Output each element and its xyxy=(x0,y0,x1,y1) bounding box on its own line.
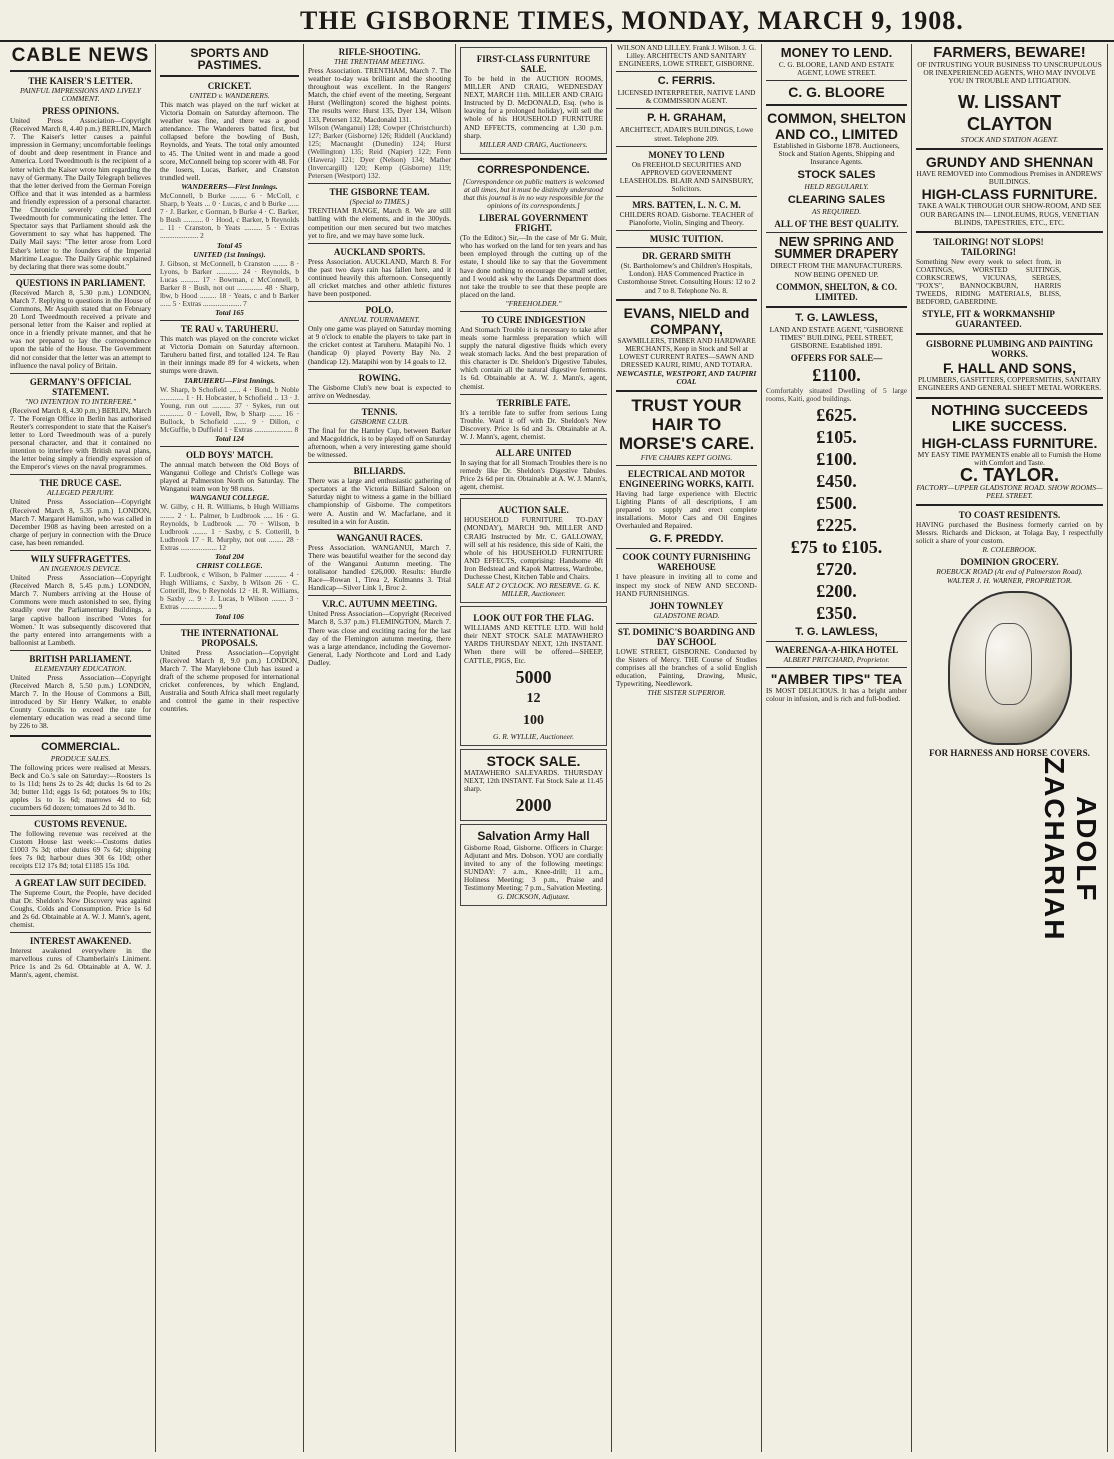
wanderers-total: Total 45 xyxy=(217,240,242,250)
lissant-clayton-heading: W. LISSANT CLAYTON xyxy=(958,92,1061,135)
christ-college-total: Total 106 xyxy=(215,611,244,621)
united-total: Total 165 xyxy=(215,308,244,318)
auckland-sports-body: Press Association. AUCKLAND, March 8. For the past two days rain has fallen here, and it continued heavily this afternoon. Consequently all cricket matches and other athletic fixtures have been postponed. xyxy=(308,256,451,299)
amber-tips-heading: "AMBER TIPS" TEA xyxy=(770,671,903,688)
column-correspondence xyxy=(456,44,612,1452)
sheep-count: 5000 xyxy=(515,666,552,687)
international-proposals-heading: THE INTERNATIONAL PROPOSALS. xyxy=(180,627,279,648)
flag-signature: G. R. WYLLIE, Auctioneer. xyxy=(493,731,574,741)
liberal-government-heading: LIBERAL GOVERNMENT FRIGHT. xyxy=(479,213,588,234)
indigestion-heading: TO CURE INDIGESTION xyxy=(481,314,586,325)
druce-case-body: United Press Association—Copyright (Received March 8, 5.35 p.m.) LONDON, March 7. Margaret Hamilton, who was called in December 1908 as having been arrested on a charge of perjury in connection with the Druce case, has been remanded. xyxy=(10,497,151,547)
trentham-meeting-sub: THE TRENTHAM MEETING. xyxy=(333,57,426,66)
parliament-questions-body: (Received March 8, 5.30 p.m.) LONDON, March 7. Replying to questions in the House of Commons, Mr Asquith stated that on February 20 Lord Tweedmouth received a private and personal letter from the Kaiser and replied at once in a friendly private manner, and that he was not prepared to lay the correspondence upon the table of the House. The Government did not consider that the letter was an attempt to influence the naval policy of Britain. xyxy=(10,287,151,370)
united-scores: J. Gibson, st McConnell, b Cranston ........ 8 · Lyons, b Barker ............ 24 · Reynolds, b Lucas .......... 17 · Bowman, c McConnell, b Barker 8 · Bush, not out .............. 48 · Sharp, lbw, b Hood ......... 18 · Yeats, c and b Barker ...... 5 · Extras ..................... 7 xyxy=(160,258,299,308)
indigestion-body: And Stomach Trouble it is necessary to take after meals some harmless preparation which will supply the natural digestive fluids which every weak stomach lacks. And the best preparation of this character is Dr. Sheldon's Digestive Tabules, which contain all the natural digestive ferments. 1s 6d. Obtainable at A. W. J. Mann's, agent, chemist. xyxy=(460,324,607,391)
grundy-shennan-body: HAVE REMOVED into Commodious Premises in ANDREWS' BUILDINGS. xyxy=(916,169,1103,187)
stock-sale-body: MATAWHERO SALEYARDS. THURSDAY NEXT, 12th INSTANT. Fat Stock Sale at 11.45 sharp. xyxy=(464,767,603,793)
money-to-lend-body: On FREEHOLD SECURITIES AND APPROVED GOVERNMENT LEASEHOLDS. BLAIR AND SAINSBURY, Solicitors. xyxy=(619,159,754,193)
wanderers-scores: McConnell, b Burke ......... 6 · McColl, c Sharp, b Yeats ... 0 · Lucas, c and b Burke ...... 7 · J. Barker, c Gorman, b Burke 4 · C. Barker, b Bush ........... 0 · Hood, c Barker, b Reynolds .. 11 · Cranston, b Yeats .......... 5 · Extras ..................... 2 xyxy=(160,190,299,241)
grundy-shennan-heading: GRUNDY AND SHENNAN xyxy=(925,154,1094,171)
evans-nield-heading: EVANS, NIELD and COMPANY, xyxy=(623,304,750,337)
price-2: £625. xyxy=(816,405,857,426)
farmers-beware-heading: FARMERS, BEWARE! xyxy=(933,44,1086,61)
correspondence-note: [Correspondence on public matters is welcomed at all times, but it must be distinctly understood that this journal is in no way responsible for the opinions of its correspondents.] xyxy=(462,176,605,211)
british-parliament-sub: ELEMENTARY EDUCATION. xyxy=(34,663,127,673)
polo-heading: POLO. xyxy=(365,305,394,316)
salvation-army-heading: Salvation Army Hall xyxy=(477,828,590,843)
taylor-body: FACTORY—UPPER GLADSTONE ROAD. SHOW ROOMS—PEEL STREET. xyxy=(916,482,1103,500)
mrs-batten-body: CHILDERS ROAD. Gisborne. TEACHER of Pianoforte, Violin, Singing and Theory. xyxy=(619,210,754,228)
vrc-meeting-body: United Press Association—Copyright (Received March 8, 5.37 p.m.) FLEMINGTON, March 7. There was close and exciting racing for the last day of the Flemington autumn meeting, there was a large attendance, including the Governor-General, Lady Northcote and Lord and Lady Dudley. xyxy=(308,609,451,667)
taruheru-scores: W. Sharp, b Schofield ...... 4 · Bond, b Noble ............. 1 · H. Hobcaster, b Schofield .. 13 · J. Young, run out .......... 37 · Sykes, run out ............. 0 · Lovell, lbw, b Sharp ....... 16 · Bullock, b Schofield ....... 9 · Dillon, c McGuffie, b Duffield 1 · Extras ..................... 8 xyxy=(160,384,299,434)
cable-news-heading: CABLE NEWS xyxy=(11,45,150,66)
produce-sales-sub: PRODUCE SALES. xyxy=(50,753,111,763)
customs-revenue-body: The following revenue was received at the Custom House last week:—Customs duties £1003 7s 3d; other duties 69 7s 6d; shipping fees 7s 0d; harbour dues 30l 6s 10d; other receipts £12 17s 8d; total £1185 15s 10d. xyxy=(10,829,151,871)
druce-case-sub: ALLEGED PERJURY. xyxy=(46,488,115,498)
rowing-heading: ROWING. xyxy=(358,372,401,383)
salvation-army-signature: G. DICKSON, Adjutant. xyxy=(497,892,570,902)
wanganui-college-heading: WANGANUI COLLEGE. xyxy=(189,493,270,503)
high-class-furniture-body: TAKE A WALK THROUGH OUR SHOW-ROOM, AND SEE OUR BARGAINS IN— LINOLEUMS, RUGS, VENETIAN BLINDS, TAPESTRIES, ETC., ETC. xyxy=(917,201,1102,227)
press-opinions-heading: PRESS OPINIONS. xyxy=(41,106,120,116)
old-boys-heading: OLD BOYS' MATCH. xyxy=(185,450,274,461)
flag-stock-sale-ad xyxy=(460,606,607,745)
customs-revenue-heading: CUSTOMS REVENUE. xyxy=(34,819,127,830)
druce-case-heading: THE DRUCE CASE. xyxy=(39,478,122,489)
all-united-body: In saying that for all Stomach Troubles there is no remedy like Dr. Sheldon's Digestive Tabules. Price 2s 6d per tin. Obtainable at A. W. J. Mann's, agent, chemist. xyxy=(460,458,607,492)
auction-sale-heading: AUCTION SALE. xyxy=(498,505,569,516)
furniture-sale-signature: MILLER AND CRAIG, Auctioneers. xyxy=(479,139,588,149)
waerenga-hotel-body: ALBERT PRITCHARD, Proprietor. xyxy=(783,655,890,665)
correspondence-heading: CORRESPONDENCE. xyxy=(477,163,590,176)
freeholder-signature: "FREEHOLDER." xyxy=(505,298,562,308)
flag-heading: LOOK OUT FOR THE FLAG. xyxy=(473,613,594,624)
christ-college-scores: F. Ludbrook, c Wilson, b Palmer ............ 4 · Hugh Williams, c Saxby, b Wilson 26 · C. Cotterill, lbw, b Reynolds 12 · H. R. Williams, b Saxby ... 9 · J. Lucas, b Wilson ........ 3 · Extras .................... 9 xyxy=(160,570,299,612)
germany-statement-sub: "NO INTENTION TO INTERFERE." xyxy=(24,396,137,406)
auction-sale-signature: SALE AT 2 O'CLOCK. NO RESERVE. G. K. MILLER, Auctioneer. xyxy=(466,581,601,599)
money-lend-heading: MONEY TO LEND. xyxy=(780,45,893,60)
pig-count: 100 xyxy=(523,712,544,728)
lawless-signature: T. G. LAWLESS, xyxy=(795,626,878,639)
saddle-illustration xyxy=(948,591,1072,745)
morse-body: FIVE CHAIRS KEPT GOING. xyxy=(640,452,733,462)
kaiser-letter-sub: PAINFUL IMPRESSIONS AND LIVELY COMMENT. xyxy=(20,86,141,103)
drapery-body: DIRECT FROM THE MANUFACTURERS. NOW BEING OPENED UP. xyxy=(770,261,903,279)
money-to-lend-heading: MONEY TO LEND xyxy=(648,149,725,160)
harness-caption: FOR HARNESS AND HORSE COVERS. xyxy=(929,747,1090,758)
dr-smith-body: (St. Bartholomew's and Children's Hospitals, London). HAS Commenced Practice in Customhouse Street. Consulting Hours: 12 to 2 and 7 to 8. Telephone No. 8. xyxy=(617,261,756,295)
taruheru-total: Total 124 xyxy=(215,434,244,444)
auction-sale-body: HOUSEHOLD FURNITURE TO-DAY (MONDAY), MARCH 9th. MILLER AND CRAIG Instructed by Mr. C. GALLOWAY, will sell at his residence, this side of Kaiti, the whole of his HOUSEHOLD FURNITURE AND EFFECTS, comprising: Handsome 4ft Iron Bedstead and Kapok Mattress, Wardrobe, Duchesse Chest, Kitchen Table and Chairs. xyxy=(464,515,603,582)
coast-residents-heading: TO COAST RESIDENTS. xyxy=(958,509,1061,520)
polo-body: Only one game was played on Saturday morning at 9 o'clock to enable the players to take part in the cricket contest at Taruheru. Matapihi No. 1 (handicap 0) played Poverty Bay No. 2 (handicap 12). Matapihi won by 14 goals to 12. xyxy=(308,324,451,366)
ferris-body: LICENSED INTERPRETER, NATIVE LAND & COMMISSION AGENT. xyxy=(617,88,756,106)
stock-sales-heading: STOCK SALES xyxy=(797,169,876,182)
salvation-army-body: Gisborne Road, Gisborne. Officers in Charge: Adjutant and Mrs. Dobson. YOU are cordially invited to any of the following meetings: SUNDAY: 7 a.m., Knee-drill; 11 a.m., Holiness Meeting; 3 p.m., Praise and Testimony Meeting; 7 p.m., Salvation Meeting. xyxy=(464,842,603,893)
lawless-body: LAND AND ESTATE AGENT, "GISBORNE TIMES" BUILDING, PEEL STREET, GISBORNE. Established 1891. xyxy=(769,324,904,350)
evans-nield-coal: NEWCASTLE, WESTPORT, AND TAUPIRI COAL xyxy=(616,368,757,386)
hall-sons-body: PLUMBERS, GASFITTERS, COPPERSMITHS, SANITARY ENGINEERS AND GENERAL SHEET METAL WORKERS. xyxy=(917,375,1102,393)
morse-heading: TRUST YOUR HAIR TO MORSE'S CARE. xyxy=(618,395,755,453)
salvation-army-ad xyxy=(460,824,607,907)
stock-sale-heading: STOCK SALE. xyxy=(486,752,581,769)
international-proposals-body: United Press Association—Copyright (Received March 8, 9.0 p.m.) LONDON, March 7. The Marylebone Club has issued a draft of the scheme proposed for international cricket conferences, by which England, Australia and South Africa shall meet regularly and control the game in their respective countries. xyxy=(160,647,299,714)
terrible-fate-body: It's a terrible fate to suffer from serious Lung Trouble. Ward it off with Dr. Sheldon's New Discovery. Price 1s 6d and 3s. Obtainable at A. W. J. Mann's, agent, chemist. xyxy=(460,407,607,441)
vrc-meeting-heading: V.R.C. AUTUMN MEETING. xyxy=(321,599,438,610)
electrical-body: Having had large experience with Electric Lighting Plants of all descriptions, I am prepared to supply and erect complete installations. Motor Cars and Oil Engines Overhauled and Repaired. xyxy=(616,488,757,531)
graham-heading: P. H. GRAHAM, xyxy=(647,112,726,125)
christ-college-heading: CHRIST COLLEGE. xyxy=(196,561,263,571)
price-1: £1100. xyxy=(812,364,861,385)
column-rifle-shooting xyxy=(304,44,456,1452)
wanganui-total: Total 204 xyxy=(215,552,244,562)
st-dominics-signature: THE SISTER SUPERIOR. xyxy=(647,688,726,698)
price-9: £720. xyxy=(816,559,857,580)
wanganui-scores: W. Gilby, c H. R. Williams, b Hugh Williams ........ 2 · L. Palmer, b Ludbrook ..... 16 · G. Reynolds, b Ludbrook .... 70 · Wilson, b Ludbrook ........ 1 · Saxby, c S. Cotterill, b Ludbrook 17 · R. Murphy, not out ........ 28 · Extras .................... 12 xyxy=(160,502,299,552)
property-1-desc: Comfortably situated Dwelling of 5 large rooms, Kaiti, good buildings. xyxy=(766,385,907,404)
liberal-government-body: (To the Editor.) Sir,—In the case of Mr G. Muir, who has worked on the land for ten years and has been employed through the cutting up of the estate, I should like to say that the Government have done nothing to encourage the small settler, and I would ask why the Lands Department does not take the trouble to see that these people are placed on the land. xyxy=(460,233,607,299)
bloore-heading: C. G. BLOORE xyxy=(788,84,885,101)
townley-heading: JOHN TOWNLEY xyxy=(649,600,724,611)
interest-awakened-body: Interest awakened everywhere in the marvellous cures of Chamberlain's Liniment. Price 1s and 2s 6d. Obtainable at A. W. J. Mann's, agent, chemist. xyxy=(10,946,151,980)
suffragettes-body: United Press Association—Copyright (Received March 8, 5.45 p.m.) LONDON, March 7. Numbers arriving at the House of Commons were much astonished to see, flying steadily over the Parliamentary Buildings, a large captive balloon inscribed 'Votes for Women.' It was subsequently discovered that the party entered into arrangements with a balloonist at Lambeth. xyxy=(10,573,151,647)
germany-statement-heading: GERMANY'S OFFICIAL STATEMENT. xyxy=(29,376,132,397)
flag-body: WILLIAMS AND KETTLE LTD. Will hold their NEXT STOCK SALE MATAWHERO YARDS THURSDAY NEXT, 12th INSTANT. When there will be offered—SHEEP, CATTLE, PIGS, Etc. xyxy=(464,623,603,665)
gisborne-team-sub: (Special to TIMES.) xyxy=(349,197,410,207)
plumbing-heading: GISBORNE PLUMBING AND PAINTING WORKS. xyxy=(925,339,1094,360)
column-sports xyxy=(156,44,304,1452)
drapery-heading: NEW SPRING AND SUMMER DRAPERY xyxy=(774,234,899,262)
dr-smith-heading: DR. GERARD SMITH xyxy=(642,251,731,262)
gisborne-team-body: TRENTHAM RANGE, March 8. We are still battling with the elements, and in the 300yds. competition our men secured but two matches yet to fire, and we may have some luck. xyxy=(308,206,451,240)
common-shelton-limited: COMMON, SHELTON, & CO. LIMITED. xyxy=(775,281,897,302)
coast-residents-body: HAVING purchased the Business formerly carried on by Messrs. Richards and Dickson, at Tolaga Bay, I respectfully solicit a share of your custom. xyxy=(916,519,1103,545)
kaiser-letter-heading: THE KAISER'S LETTER. xyxy=(28,76,133,86)
evans-nield-body: SAWMILLERS, TIMBER AND HARDWARE MERCHANTS, Keep in Stock and Sell at LOWEST CURRENT RATES—SAWN AND DRESSED KAURI, RIMU, AND TOTARA. xyxy=(617,335,756,369)
st-dominics-body: LOWE STREET, GISBORNE. Conducted by the Sisters of Mercy. THE Course of Studies comprises all the branches of a solid English education, Painting, Drawing, Music, Typewriting, Needlework. xyxy=(616,646,757,689)
germany-statement-body: (Received March 8, 4.30 p.m.) BERLIN, March 7. The Foreign Office in Berlin has authorised Reuter's correspondent to state that the Kaiser's letter to Lord Tweedmouth was of a purely personal character, and that it contained no intention to interfere with British naval plans, the letter being simply a friendly expression of the Emperor's views on the naval programmes. xyxy=(10,405,151,472)
adolf-zachariah-banner: ADOLF ZACHARIAH xyxy=(1039,756,1102,942)
united-innings-heading: UNITED (1st Innings). xyxy=(193,249,266,259)
newspaper-page xyxy=(6,44,1108,1452)
furniture-sale-heading: FIRST-CLASS FURNITURE SALE. xyxy=(476,54,591,74)
rifle-shooting-heading: RIFLE-SHOOTING. xyxy=(338,47,421,57)
auction-sale-ad xyxy=(460,498,607,603)
column-professional-ads xyxy=(612,44,762,1452)
hall-sons-heading: F. HALL AND SONS, xyxy=(942,360,1076,377)
kaiser-letter-body: United Press Association—Copyright (Received March 8, 4.40 p.m.) BERLIN, March 7. The Kaiser's letter causes a painful impression in Germany; uncomfortable feelings of doubt and deep resentment in France and America. Lord Tweedmouth is the recipient of a letter which the Kaiser wrote him regarding the navy of Germany. The Daily Telegraph believes that the letter derived from the German Foreign Office and that it was intended as a harmless and friendly expression of a personal character. The Chronicle severely criticised Lord Tweedmouth for communicating the letter. The Spectator says that Parliament should ask the Government to say what has happened. The Daily Mail says: "The letter arose from Lord Esher's letter to the founders of the Imperial Maritime League. The Daily Graphic explained by declaring that there was some doubt." xyxy=(10,116,151,271)
lawless-heading: T. G. LAWLESS, xyxy=(795,311,878,324)
best-quality-heading: ALL OF THE BEST QUALITY. xyxy=(774,219,899,230)
common-shelton-heading: COMMON, SHELTON AND CO., LIMITED xyxy=(767,110,906,143)
electrical-heading: ELECTRICAL AND MOTOR ENGINEERING WORKS, KAITI. xyxy=(619,468,754,489)
cook-county-body: I have pleasure in inviting all to come and inspect my stock of NEW AND SECOND-HAND FURNISHINGS. xyxy=(616,572,757,598)
price-5: £450. xyxy=(816,471,857,492)
suffragettes-sub: AN INGENIOUS DEVICE. xyxy=(39,564,122,574)
colebrook-signature: R. COLEBROOK. xyxy=(982,544,1037,554)
tailoring-guarantee: STYLE, FIT & WORKMANSHIP GUARANTEED. xyxy=(922,309,1055,330)
column-cable-news xyxy=(6,44,156,1452)
cook-county-heading: COOK COUNTY FURNISHING WAREHOUSE xyxy=(622,552,751,573)
all-united-heading: ALL ARE UNITED xyxy=(495,448,572,458)
rowing-body: The Gisborne Club's new boat is expected to arrive on Wednesday. xyxy=(308,382,451,400)
furniture-body-2: MY EASY TIME PAYMENTS enable all to Furnish the Home with Comfort and Taste. xyxy=(917,449,1102,467)
clearing-sales-heading: CLEARING SALES xyxy=(787,194,886,207)
column-land-agents xyxy=(762,44,912,1452)
interest-awakened-heading: INTEREST AWAKENED. xyxy=(29,936,132,947)
rifle-shooting-results: Wilson (Wanganui) 128; Cowper (Christchurch) 127; Barker (Gisborne) 126; Riddell (Auckland) 125; Macnaught (Dunedin) 124; Hurst (Wellington) 135; Reid (Napier) 122; Fenn (Hawera) 121; Dyer (Nelson) 134; Mather (Invercargill) 120; Kemp (Gisborne) 119; Petersen (Westport) 132. xyxy=(308,122,451,181)
ferris-heading: C. FERRIS. xyxy=(657,75,716,88)
produce-sales-body: The following prices were realised at Messrs. Beck and Co.'s sale on Saturday:—Roosters 1s to 1s 11d; hens 2s to 2s 4d; ducks 1s 6d to 2s 3d; butter 11d; eggs 1s 6d; potatoes 9s to 10s; apples 1s to 1s 6d; marrows 4d to 6d; cucumbers 6d dozen; tomatoes 2d to 3d lb. xyxy=(10,762,151,812)
music-tuition-heading: MUSIC TUITION. xyxy=(649,234,724,245)
cricket-body: This match was played on the turf wicket at Victoria Domain on Saturday afternoon. The weather was fine, and there was a good attendance. The Wanderers batted first, but collapsed before the bowling of Bush, Reynolds, and Yeats. The total only amounted to 45. The United went in and made a good score, McConnell being top scorer with 48. For the losers, Lucas, Barker, and Cranston trundled well. xyxy=(160,100,299,182)
offers-for-sale-heading: OFFERS FOR SALE— xyxy=(790,352,883,363)
billiards-body: There was a large and enthusiastic gathering of spectators at the Victoria Billiard Saloon on Saturday night to witness a game in the billiard championship of Gisborne. The competitors were A. Austin and W. Macfarlane, and it resulted in a win for Austin. xyxy=(308,476,451,526)
nothing-succeeds-heading: NOTHING SUCCEEDS LIKE SUCCESS. xyxy=(931,401,1088,435)
cattle-count: 12 xyxy=(526,690,541,706)
common-shelton-body: Established in Gisborne 1878. Auctioneers, Stock and Station Agents, Shipping and Insurance Agents. xyxy=(773,141,900,167)
suffragettes-heading: WILY SUFFRAGETTES. xyxy=(30,554,131,565)
furniture-sale-ad xyxy=(460,47,607,154)
stock-sale-ad xyxy=(460,749,607,821)
tennis-body: The final for the Hamley Cup, between Barker and Macgoldrick, is to be played off on Saturday afternoon, when a very interesting game should be witnessed. xyxy=(308,425,451,460)
farmers-beware-body: OF INTRUSTING YOUR BUSINESS TO UNSCRUPULOUS OR INEXPERIENCED AGENTS, WHO MAY INVOLVE YOU IN TROUBLE AND LITIGATION. xyxy=(917,60,1102,86)
price-4: £100. xyxy=(816,449,857,470)
british-parliament-heading: BRITISH PARLIAMENT. xyxy=(29,653,132,664)
law-suit-body: The Supreme Court, the People, have decided that Dr. Sheldon's New Discovery was against Coughs, Colds and Consumption. Price 1s 6d and 2s 6d. Obtainable at A. W. J. Mann's, agent, chemist. xyxy=(10,887,151,929)
british-parliament-body: United Press Association—Copyright (Received March 8, 5.50 p.m.) LONDON, March 7. In the House of Commons a Bill, introduced by Sir Henry Walker, to enable County Councils to exceed the rate for elementary education was read a second time by 226 to 38. xyxy=(10,672,151,731)
parliament-questions-heading: QUESTIONS IN PARLIAMENT. xyxy=(15,277,146,288)
price-3: £105. xyxy=(816,427,857,448)
waerenga-hotel-heading: WAERENGA-A-HIKA HOTEL xyxy=(774,645,899,656)
wanganui-races-body: Press Association. WANGANUI, March 7. There was beautiful weather for the second day of the Wanganui Autumn meeting. The totalisator handled £26,000. Results: Hurdle Race—Rowan 1, Tirea 2, Kulmanns 3. Trial Handicap—Silver Link 1, Broc 2. xyxy=(308,542,451,593)
terrible-fate-heading: TERRIBLE FATE. xyxy=(496,397,571,408)
tailoring-heading: TAILORING! NOT SLOPS! TAILORING! xyxy=(933,236,1044,257)
townley-body: GLADSTONE ROAD. xyxy=(653,610,720,620)
masthead xyxy=(0,0,1114,42)
furniture-heading-2: HIGH-CLASS FURNITURE. xyxy=(921,434,1098,451)
commercial-heading: COMMERCIAL. xyxy=(41,740,120,753)
taylor-heading: C. TAYLOR. xyxy=(959,464,1059,485)
graham-body: ARCHITECT, ADAIR'S BUILDINGS, Lowe street. Telephone 209. xyxy=(619,125,754,143)
te-rau-body: This match was played on the concrete wicket at Victoria Domain on Saturday afternoon. Taruheru batted first, and totalled 124. Te Rau in their innings made 89 for 4 wickets, when stumps were drawn. xyxy=(160,334,299,376)
sports-heading: SPORTS AND PASTIMES. xyxy=(190,46,269,72)
price-10: £200. xyxy=(816,581,857,602)
price-11: £350. xyxy=(816,603,857,624)
st-dominics-heading: ST. DOMINIC'S BOARDING AND DAY SCHOOL xyxy=(617,626,756,647)
te-rau-heading: TE RAU v. TARUHERU. xyxy=(180,324,279,335)
lissant-clayton-body: STOCK AND STATION AGENT. xyxy=(960,135,1059,145)
auckland-sports-heading: AUCKLAND SPORTS. xyxy=(333,246,426,257)
tailoring-ad xyxy=(916,237,1103,330)
wanganui-races-heading: WANGANUI RACES. xyxy=(336,532,423,543)
polo-sub: ANNUAL TOURNAMENT. xyxy=(339,315,420,325)
newspaper-title: THE GISBORNE TIMES, MONDAY, MARCH 9, 1908. xyxy=(300,6,964,35)
united-wanderers-sub: UNITED v. WANDERERS. xyxy=(189,91,270,100)
price-7: £225. xyxy=(816,515,857,536)
warner-signature: WALTER J. H. WARNER, PROPRIETOR. xyxy=(946,575,1073,585)
dominion-grocery-body: ROEBUCK ROAD (At end of Palmerston Road). xyxy=(936,566,1083,576)
rifle-shooting-body: Press Association. TRENTHAM, March 7. The weather to-day was brilliant and the shooting throughout was excellent. In the Rangers' Match, the chief event of the meeting, Sergeant Hurst (Wellington) scored the highest points. The results were: Hurst 135, Dyer 134, Wilson 133, Petersen 132, Macdonald 131. xyxy=(308,66,451,124)
stock-sale-count: 2000 xyxy=(515,794,552,815)
wanderers-innings-heading: WANDERERS—First Innings. xyxy=(181,181,278,191)
wilson-lilley-ad: WILSON AND LILLEY. Frank J. Wilson. J. G. Lilley. ARCHITECTS AND SANITARY ENGINEERS, LOWE STREET, GISBORNE. xyxy=(617,44,756,69)
high-class-furniture-heading: HIGH-CLASS FURNITURE. xyxy=(921,186,1098,203)
furniture-sale-body: To be held in the AUCTION ROOMS, MILLER AND CRAIG, WEDNESDAY NEXT, MARCH 11th. MILLER AND CRAIG Instructed by D. McDONALD, Esq. (who is leaving for a prolonged holiday), will sell the whole of his HOUSEHOLD FURNITURE AND EFFECTS, commencing at 1.30 p.m. sharp. xyxy=(464,74,603,140)
taruheru-innings-heading: TARUHERU—First Innings. xyxy=(183,375,276,385)
amber-tips-body: IS MOST DELICIOUS. It has a bright amber colour in infusion, and is rich and full-bodied. xyxy=(766,686,907,704)
preddy-heading: G. F. PREDDY. xyxy=(649,533,724,546)
price-6: £500. xyxy=(816,493,857,514)
gisborne-team-heading: THE GISBORNE TEAM. xyxy=(329,187,430,198)
money-lend-body: C. G. BLOORE, LAND AND ESTATE AGENT, LOWE STREET. xyxy=(778,60,895,78)
dominion-grocery-heading: DOMINION GROCERY. xyxy=(960,556,1059,567)
mrs-batten-heading: MRS. BATTEN, L. N. C. M. xyxy=(632,200,741,211)
law-suit-heading: A GREAT LAW SUIT DECIDED. xyxy=(14,877,147,888)
clearing-sales-body: AS REQUIRED. xyxy=(811,207,862,217)
old-boys-body: The annual match between the Old Boys of Wanganui College and Christ's College was played at Palmerston North on Saturday. The Wanganui team won by 98 runs. xyxy=(160,460,299,494)
stock-sales-body: HELD REGULARLY. xyxy=(804,182,869,192)
cricket-heading: CRICKET. xyxy=(207,81,252,91)
billiards-heading: BILLIARDS. xyxy=(353,466,406,477)
price-8: £75 to £105. xyxy=(790,537,883,558)
tailoring-body: Something New every week to select from, in COATINGS, WORSTED SUITINGS, CORKSCREWS, VICUNAS, SERGES, "FOX'S", BANNOCKBURN, HARRIS TWEEDS, RIDING MATERIALS, BLISS, BEDFORD, GABERDINE. xyxy=(916,256,1061,307)
tennis-heading: TENNIS. xyxy=(361,406,398,417)
tennis-sub: GISBORNE CLUB. xyxy=(350,416,409,426)
